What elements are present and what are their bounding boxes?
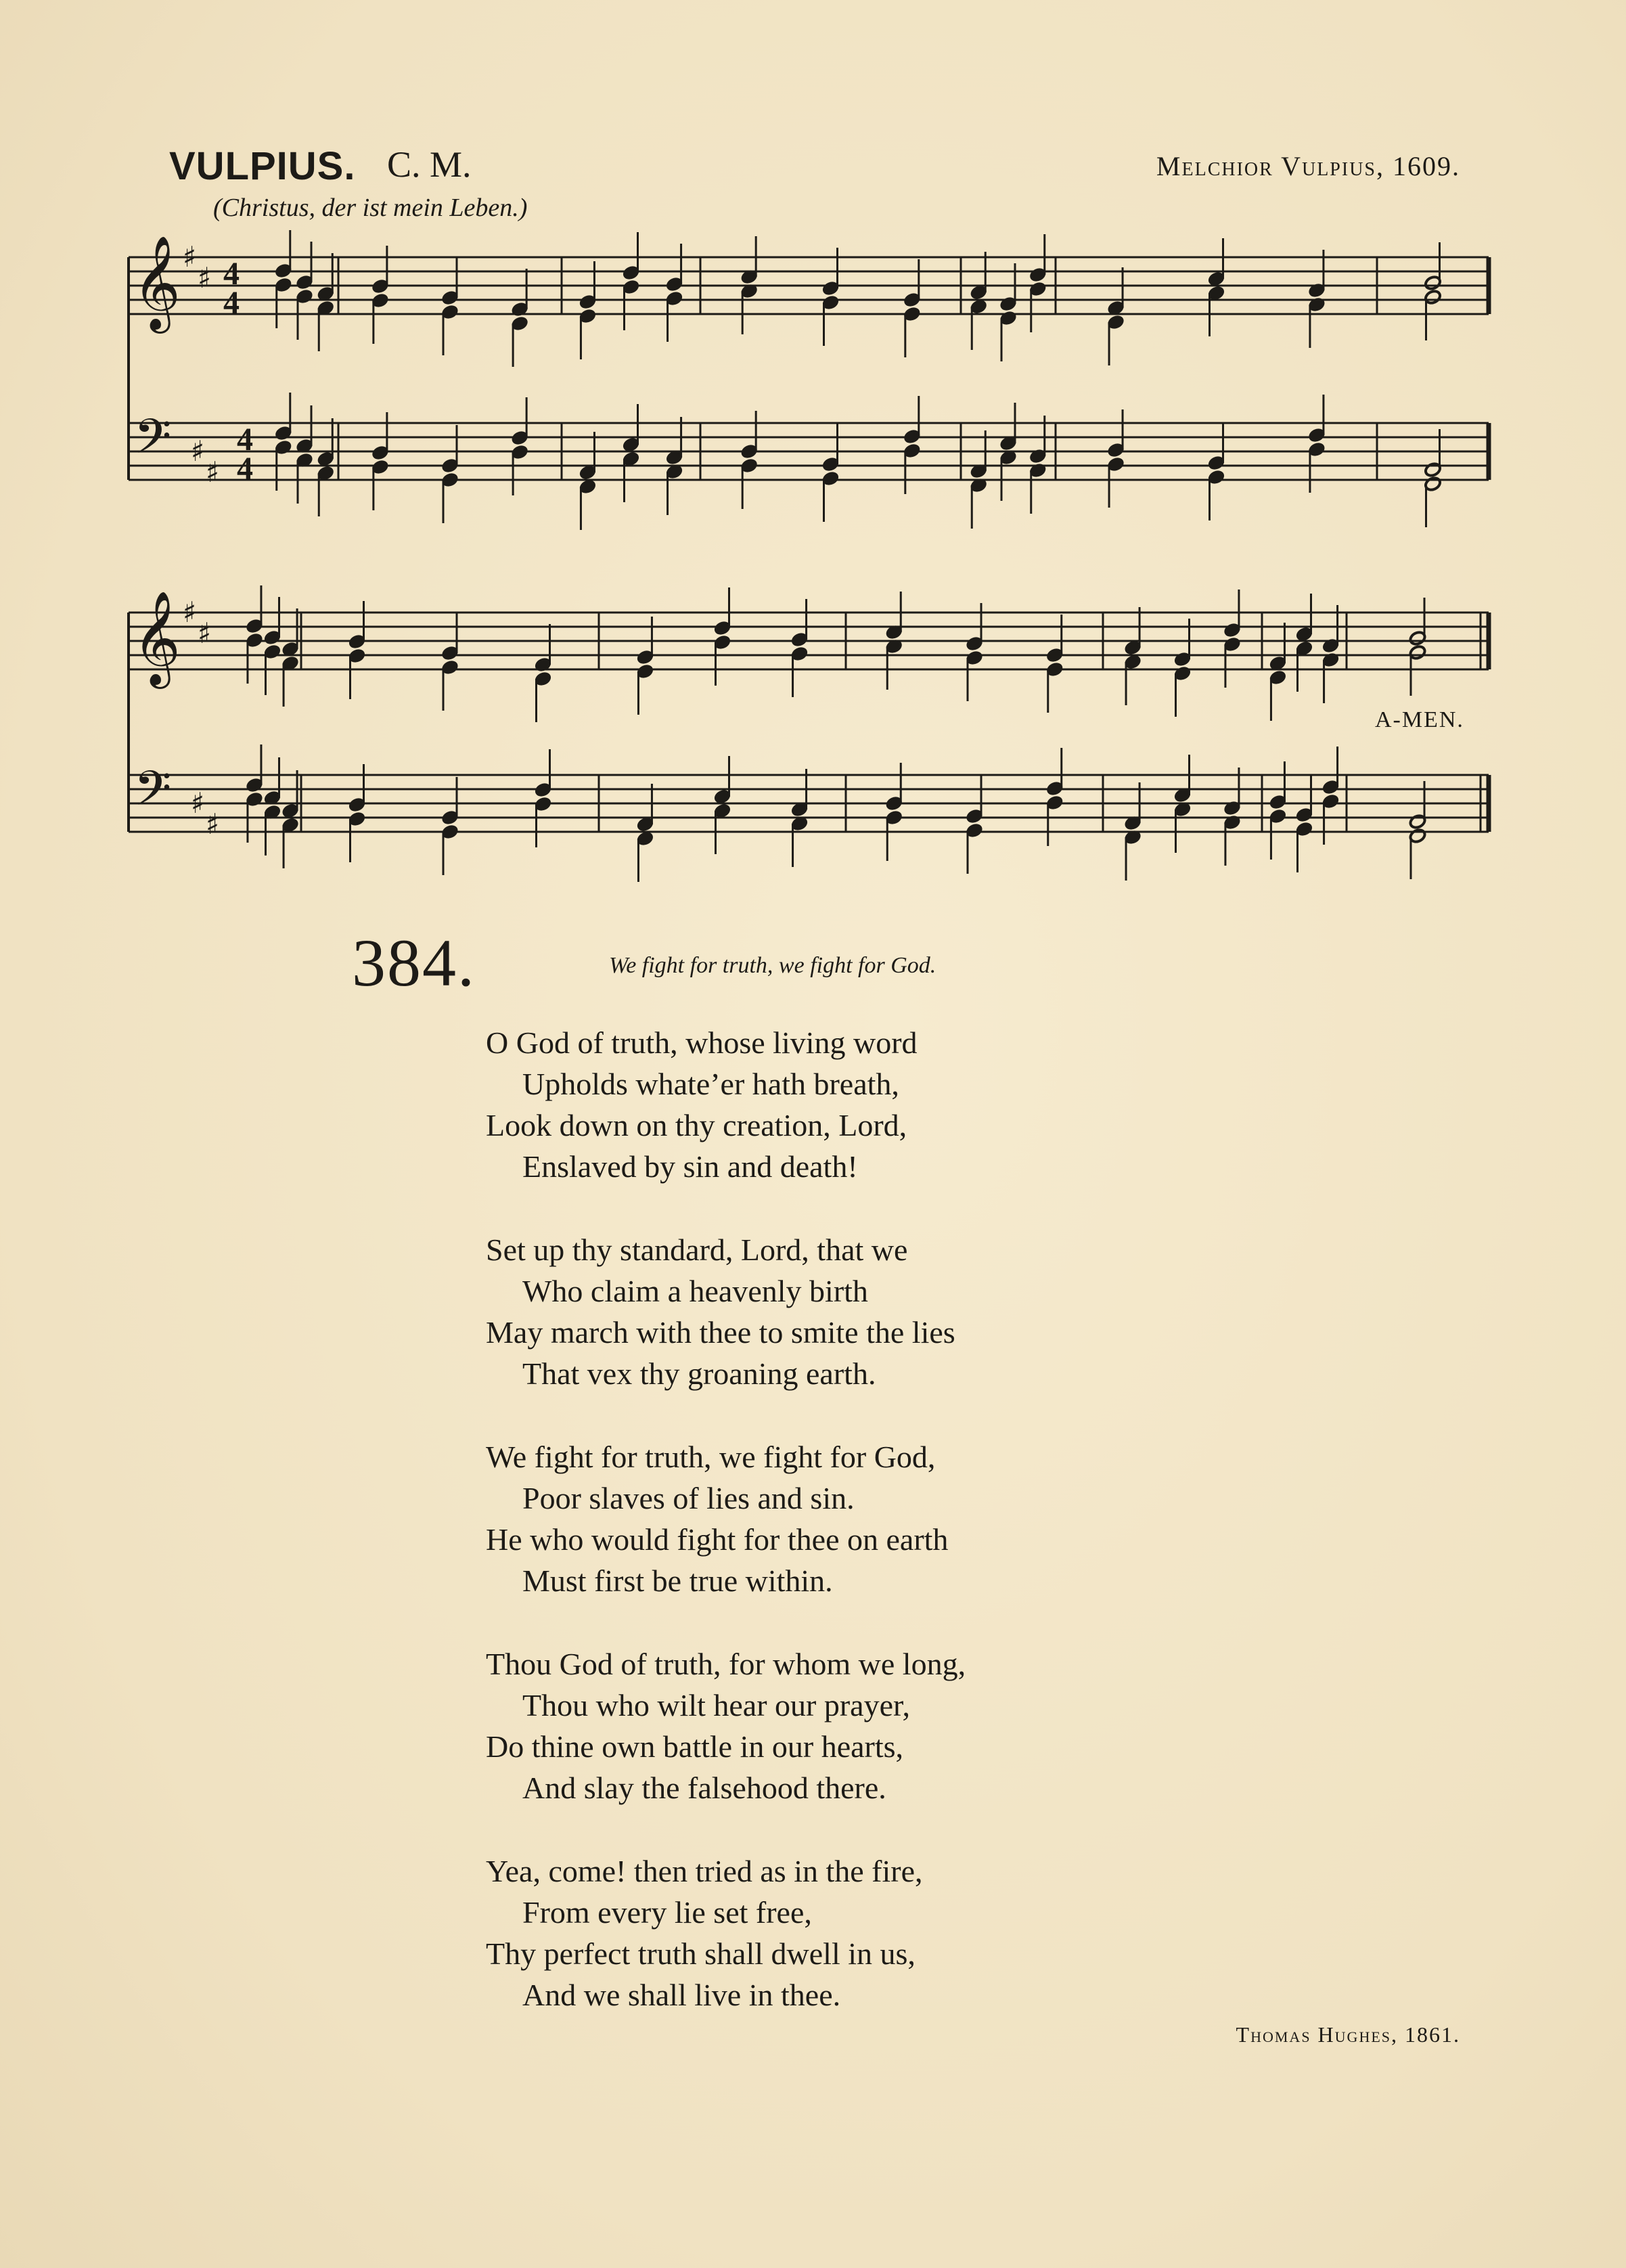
verse-line: Set up thy standard, Lord, that we xyxy=(486,1232,908,1267)
verse-line: Do thine own battle in our hearts, xyxy=(486,1729,904,1764)
stanza xyxy=(486,1436,1365,1601)
music-score xyxy=(0,0,1626,920)
verse-line: That vex thy groaning earth. xyxy=(522,1356,876,1391)
sharp-sign: ♯ xyxy=(183,240,197,273)
verse-line: Who claim a heavenly birth xyxy=(522,1274,868,1308)
verse-line: He who would fight for thee on earth xyxy=(486,1522,949,1557)
stanza xyxy=(486,1643,1365,1808)
sharp-sign: ♯ xyxy=(198,261,212,294)
sharp-sign: ♯ xyxy=(191,435,205,468)
verse-line: Must first be true within. xyxy=(522,1563,833,1598)
stanza xyxy=(486,1229,1365,1394)
verse-line: May march with thee to smite the lies xyxy=(486,1315,955,1350)
verses xyxy=(486,1022,1365,2058)
verse-line: Thou God of truth, for whom we long, xyxy=(486,1647,966,1681)
tune-name: VULPIUS. xyxy=(169,144,356,188)
sharp-sign: ♯ xyxy=(191,786,205,820)
stanza xyxy=(486,1022,1365,1187)
verse-line: And slay the falsehood there. xyxy=(522,1771,886,1805)
stanza xyxy=(486,1850,1365,2016)
composer-credit: Melchior Vulpius, 1609. xyxy=(1156,151,1460,181)
treble-clef: 𝄞 xyxy=(133,591,181,685)
bass-clef: 𝄢 xyxy=(134,409,172,476)
bass-clef: 𝄢 xyxy=(134,761,172,828)
verse-line: Thy perfect truth shall dwell in us, xyxy=(486,1936,916,1971)
sharp-sign: ♯ xyxy=(183,596,197,629)
meter: C. M. xyxy=(387,144,472,185)
verse-line: From every lie set free, xyxy=(522,1895,812,1930)
time-signature: 4 xyxy=(223,256,240,292)
verse-line: O God of truth, whose living word xyxy=(486,1025,918,1060)
verse-line: Thou who wilt hear our prayer, xyxy=(522,1688,910,1722)
hymn-number: 384. xyxy=(352,925,476,1000)
verse-line: Upholds whate’er hath breath, xyxy=(522,1067,899,1101)
sharp-sign: ♯ xyxy=(198,617,212,650)
verse-line: And we shall live in thee. xyxy=(522,1978,841,2012)
amen-label: A-MEN. xyxy=(1375,707,1464,732)
verse-line: Yea, come! then tried as in the fire, xyxy=(486,1854,923,1888)
time-signature: 4 xyxy=(223,285,240,321)
hymn-caption: We fight for truth, we fight for God. xyxy=(609,953,936,978)
time-signature: 4 xyxy=(237,422,253,458)
verse-line: Poor slaves of lies and sin. xyxy=(522,1481,855,1515)
sharp-sign: ♯ xyxy=(206,455,220,489)
time-signature: 4 xyxy=(237,451,253,487)
verse-line: Look down on thy creation, Lord, xyxy=(486,1108,907,1142)
author-credit: Thomas Hughes, 1861. xyxy=(1236,2022,1460,2047)
tune-subtitle: (Christus, der ist mein Leben.) xyxy=(213,194,528,222)
sharp-sign: ♯ xyxy=(206,807,220,841)
treble-clef: 𝄞 xyxy=(133,236,181,330)
verse-line: Enslaved by sin and death! xyxy=(522,1149,858,1184)
verse-line: We fight for truth, we fight for God, xyxy=(486,1440,936,1474)
